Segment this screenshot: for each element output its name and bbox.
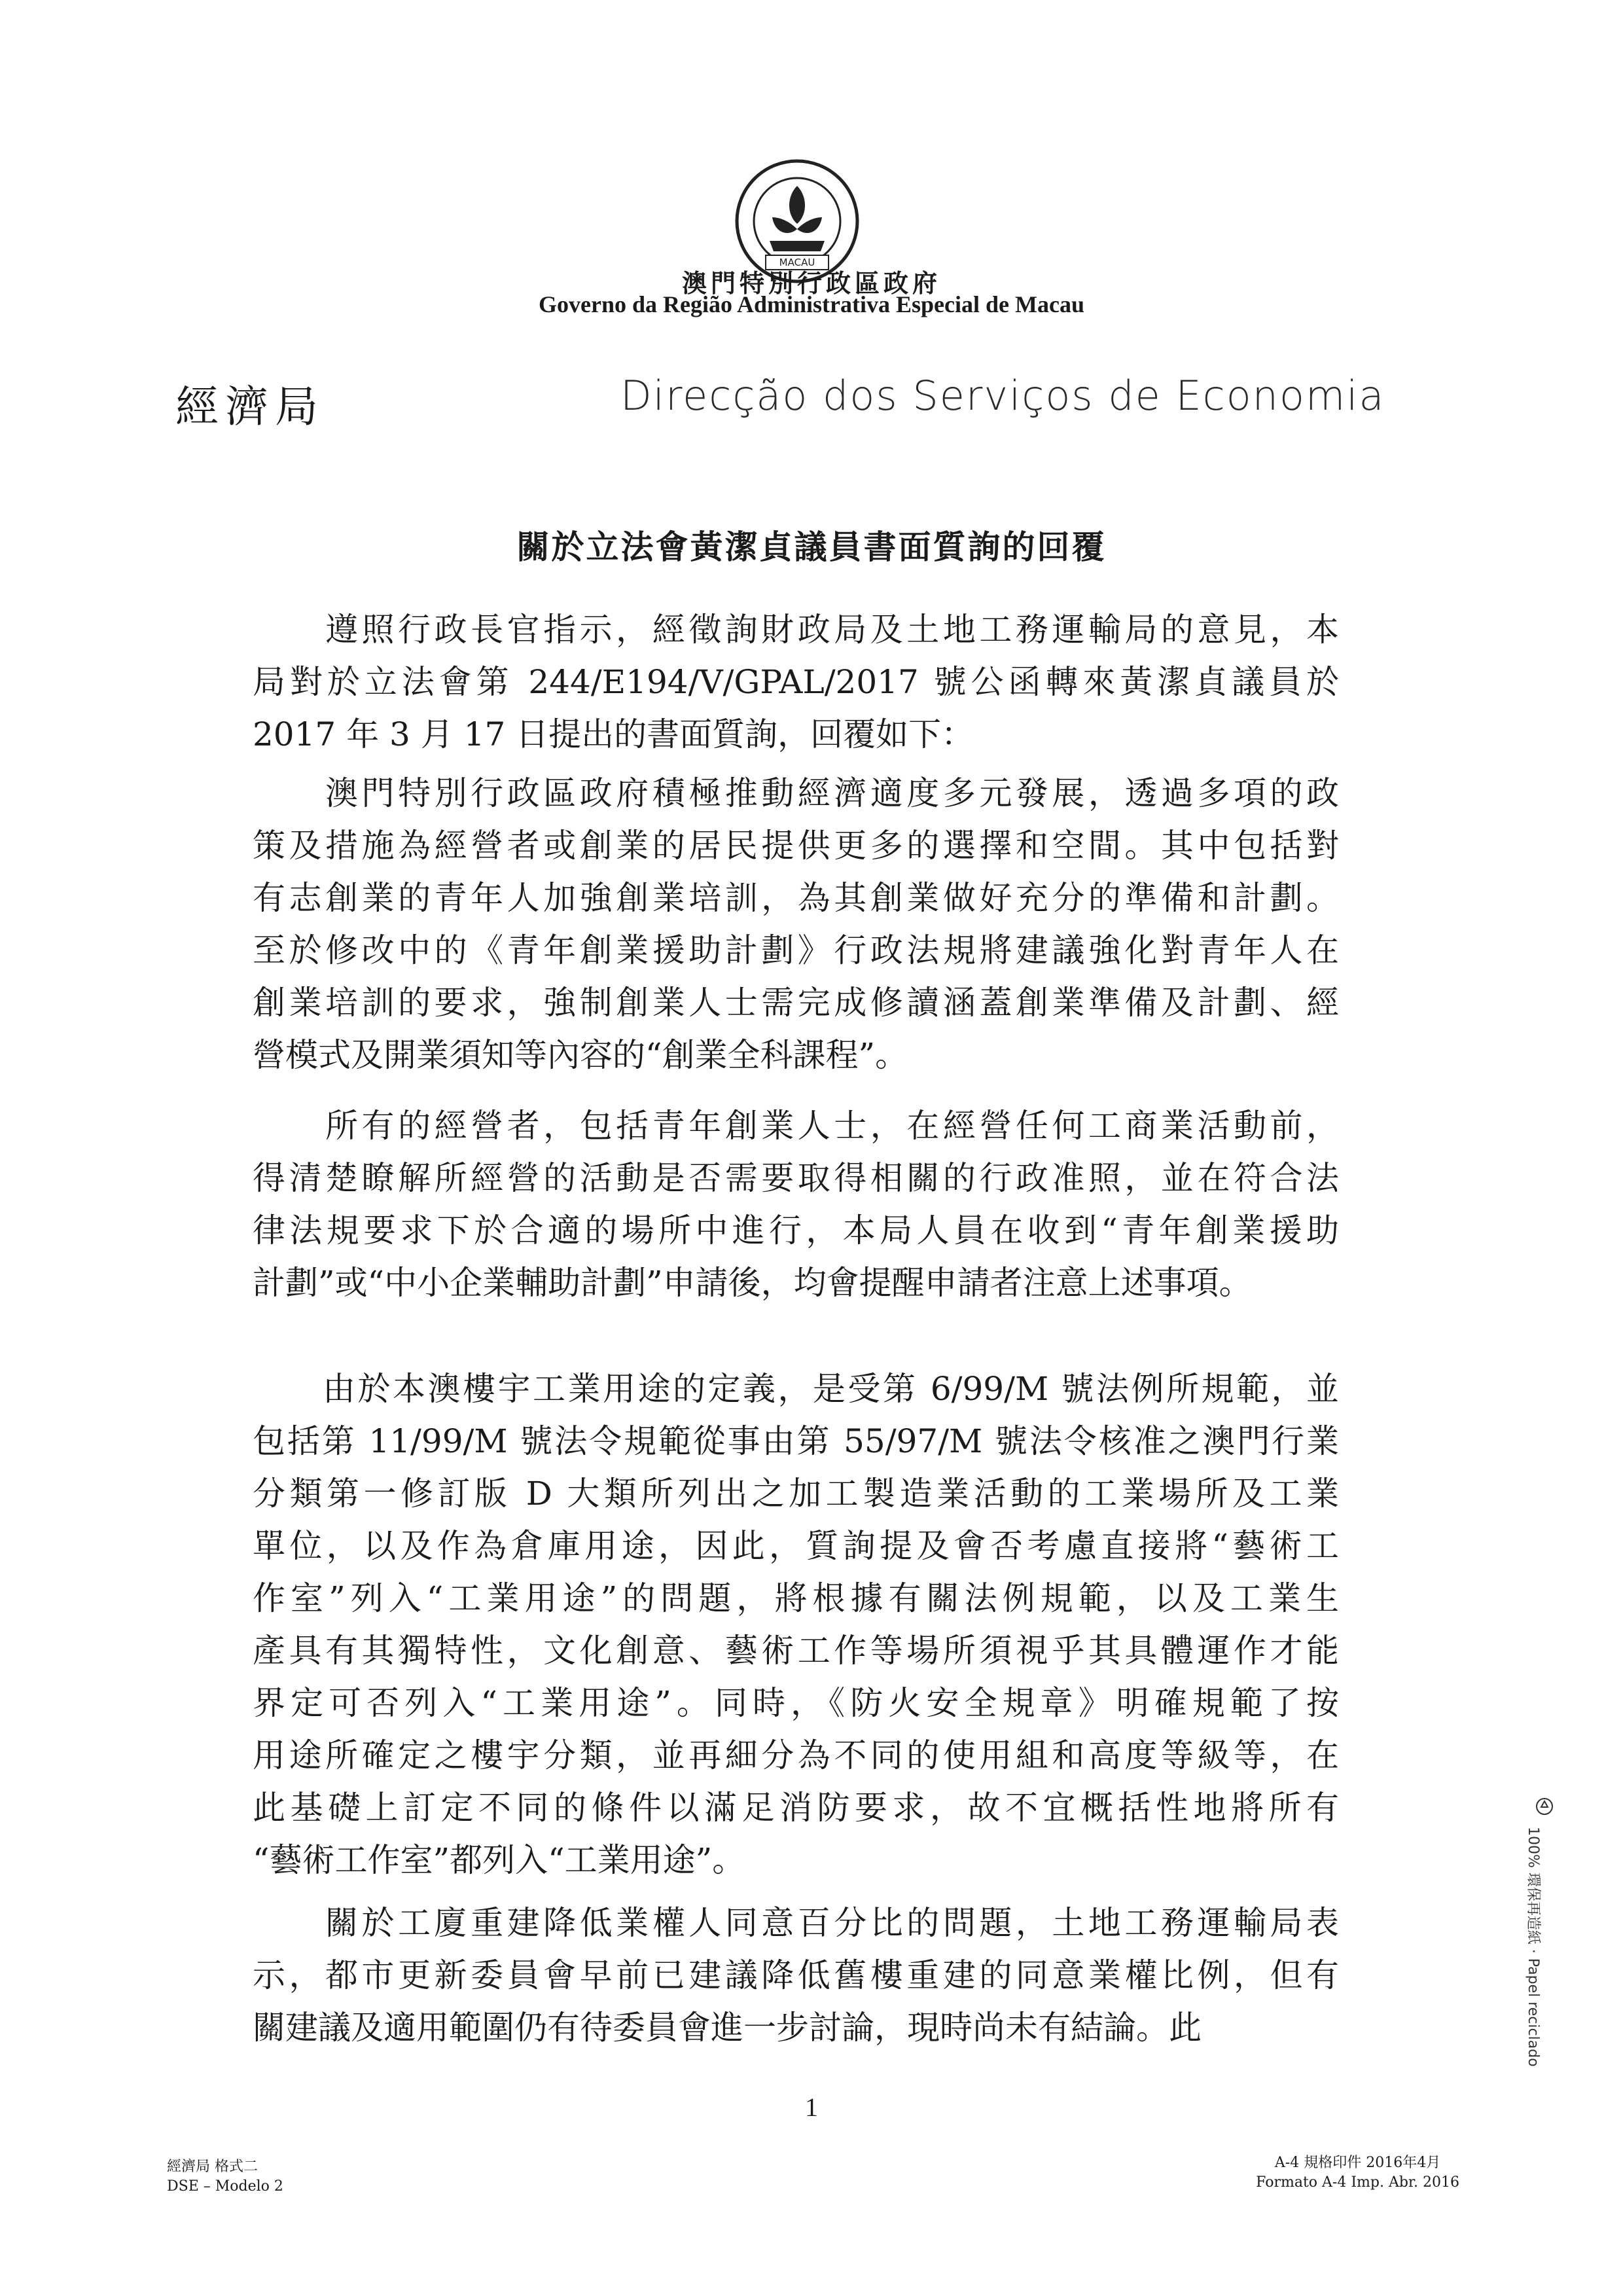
body-line: 示，都市更新委員會早前已建議降低舊樓重建的同意業權比例，但有 [253,1956,1339,1994]
footer-form-code [167,2157,283,2197]
body-line: 單位，以及作為倉庫用途，因此，質詢提及會否考慮直接將“藝術工 [253,1527,1339,1565]
body-line: 用途所確定之樓宇分類，並再細分為不同的使用組和高度等級等，在 [253,1736,1339,1774]
footer-form-code-line: 經濟局 格式二 [167,2159,258,2175]
body-line: 計劃”或“中小企業輔助計劃”申請後，均會提醒申請者注意上述事項。 [253,1264,1252,1302]
body-line: 界定可否列入“工業用途”。同時，《防火安全規章》明確規範了按 [253,1684,1339,1722]
body-line: 分類第一修訂版 D 大類所列出之加工製造業活動的工業場所及工業 [253,1475,1339,1513]
recycled-paper-mark [1525,1797,1558,2072]
body-line: 產具有其獨特性，文化創意、藝術工作等場所須視乎其具體運作才能 [253,1632,1339,1670]
body-line: 此基礎上訂定不同的條件以滿足消防要求，故不宜概括性地將所有 [253,1789,1339,1827]
department-name-portuguese: Direcção dos Serviços de Economia [620,372,1385,420]
document-title: 關於立法會黃潔貞議員書面質詢的回覆 [516,528,1107,566]
body-line: 澳門特別行政區政府積極推動經濟適度多元發展，透過多項的政 [253,774,1339,812]
footer-print-format-line: A-4 規格印件 2016年4月 [1274,2155,1441,2171]
body-line: 策及措施為經營者或創業的居民提供更多的選擇和空間。其中包括對 [253,827,1339,865]
body-line: 創業培訓的要求，強制創業人士需完成修讀涵蓋創業準備及計劃、經 [253,984,1339,1022]
page-number: 1 [805,2092,818,2122]
department-name-chinese: 經濟局 [175,382,325,432]
footer-form-code-line: DSE – Modelo 2 [167,2178,283,2195]
recycle-icon [1535,1797,1554,1816]
body-line: “藝術工作室”都列入“工業用途”。 [253,1841,745,1879]
body-line: 至於修改中的《青年創業援助計劃》行政法規將建議強化對青年人在 [253,931,1339,969]
body-line: 律法規要求下於合適的場所中進行，本局人員在收到“青年創業援助 [253,1211,1339,1249]
footer-print-format [1256,2153,1459,2193]
body-line: 得清楚瞭解所經營的活動是否需要取得相關的行政准照，並在符合法 [253,1159,1339,1197]
body-line: 包括第 11/99/M 號法令規範從事由第 55/97/M 號法令核准之澳門行業 [253,1422,1339,1460]
body-line: 有志創業的青年人加強創業培訓，為其創業做好充分的準備和計劃。 [253,879,1339,917]
body-line: 2017 年 3 月 17 日提出的書面質詢，回覆如下： [253,715,974,753]
svg-text:MACAU: MACAU [779,257,815,268]
body-line: 遵照行政長官指示，經徵詢財政局及土地工務運輸局的意見，本 [253,611,1339,649]
body-line: 關建議及適用範圍仍有待委員會進一步討論，現時尚未有結論。此 [253,2009,1202,2047]
government-name-portuguese: Governo da Região Administrativa Especial de Macau [539,291,1084,317]
body-line: 由於本澳樓宇工業用途的定義，是受第 6/99/M 號法例所規範，並 [253,1370,1339,1408]
body-line: 關於工廈重建降低業權人同意百分比的問題，土地工務運輸局表 [253,1904,1339,1942]
recycled-paper-text: 100% 環保再造紙 · Papel reciclado [1525,1827,1541,2067]
body-line: 局對於立法會第 244/E194/V/GPAL/2017 號公函轉來黃潔貞議員於 [253,663,1339,701]
government-name-chinese: 澳門特別行政區政府 [681,268,941,298]
body-line: 營模式及開業須知等內容的“創業全科課程”。 [253,1036,908,1074]
body-line: 作室”列入“工業用途”的問題，將根據有關法例規範，以及工業生 [253,1579,1339,1617]
body-line: 所有的經營者，包括青年創業人士，在經營任何工商業活動前， [253,1107,1339,1145]
footer-print-format-line: Formato A-4 Imp. Abr. 2016 [1256,2174,1459,2191]
